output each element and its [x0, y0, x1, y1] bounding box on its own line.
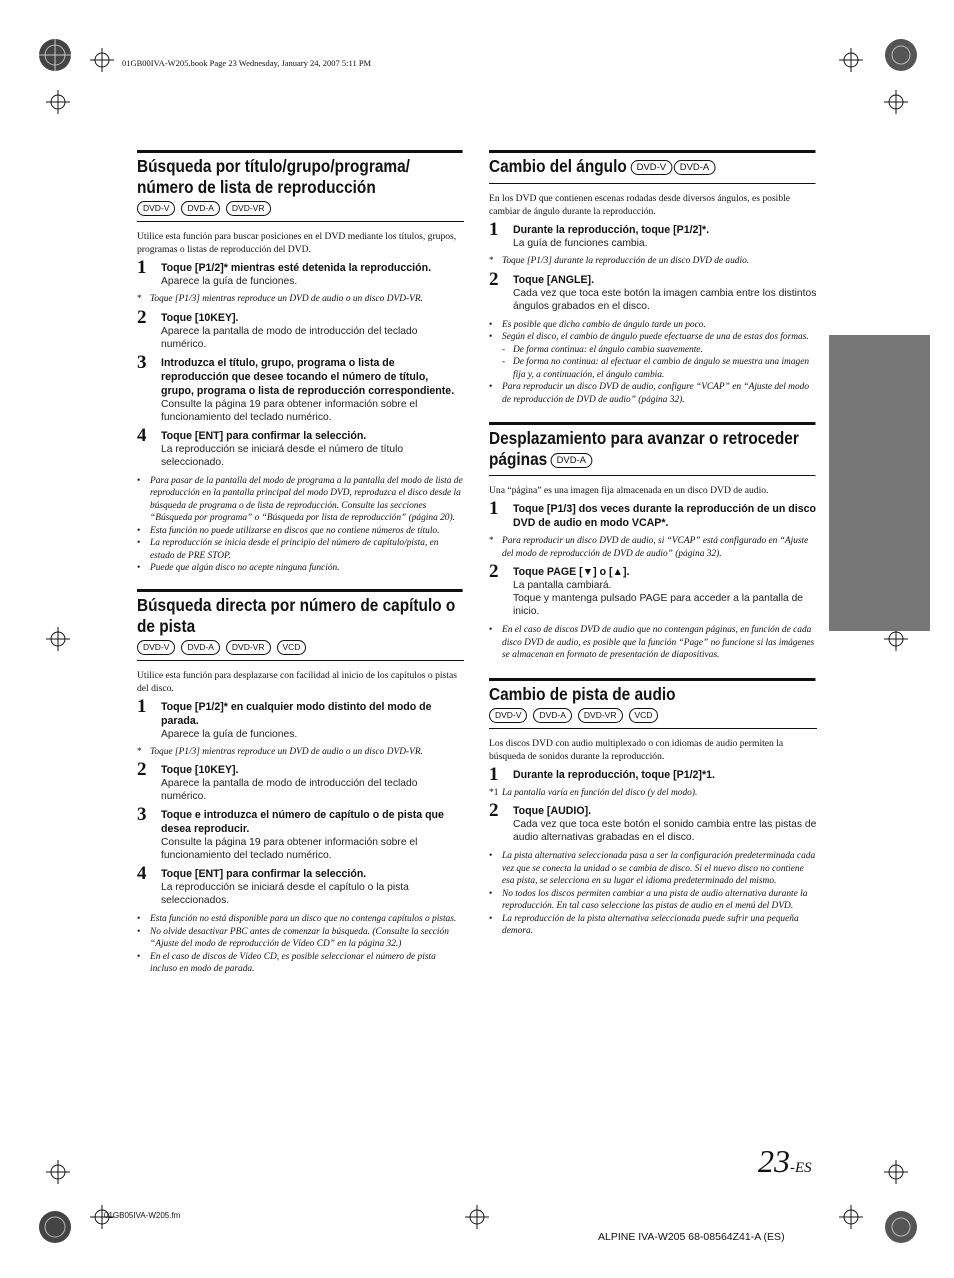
footnote — [489, 787, 817, 800]
section-angle — [489, 150, 817, 406]
right-column — [489, 150, 817, 950]
step-number: 1 — [489, 763, 499, 785]
step-number: 2 — [489, 800, 499, 821]
step-text: Toque PAGE [▼] o [▲]. — [513, 566, 630, 578]
step-desc: La guía de funciones cambia. — [513, 238, 648, 249]
step-number: 2 — [137, 306, 147, 328]
section-heading — [489, 150, 815, 184]
note-item: • En el caso de discos DVD de audio que no contengan páginas, en función de cada disco DVD de audio, es posible que la función “Page” no funcione si las imágenes se almacenan en formato de presentación de diapositivas. — [489, 624, 817, 662]
note-item: • Para reproducir un disco DVD de audio, configure “VCAP” en “Ajuste del modo de reproducción de DVD de audio” (página 32). — [489, 381, 817, 406]
step-desc: La pantalla cambiará. — [513, 580, 612, 591]
disc-badge: DVD-A — [181, 201, 219, 216]
disc-badge: VCD — [277, 640, 307, 655]
crosshair-icon — [839, 48, 863, 77]
step-desc: La reproducción se iniciará desde el capítulo o la pista seleccionados. — [161, 882, 409, 906]
disc-badge: DVD-V — [630, 160, 671, 175]
step-number: 3 — [137, 804, 147, 825]
note-item: • La pista alternativa seleccionada pasa a ser la configuración predeterminada cada vez que se conecta la unidad o se cambia de disco. Si el nuevo disco no contiene esa pista, se selecciona en su lugar el idioma predeterminado del mismo. — [489, 850, 817, 888]
section-heading: Búsqueda por título/grupo/programa/ número de lista de reproducción — [137, 150, 462, 198]
disc-badge: DVD-V — [489, 708, 527, 723]
intro-text: Los discos DVD con audio multiplexado o con idiomas de audio permiten la búsqueda de sonidos durante la reproducción. — [489, 737, 784, 762]
footnote-text: Para reproducir un disco DVD de audio, si “VCAP” está configurado en “Ajuste del modo de reproducción de DVD de audio” (página 32). — [502, 536, 809, 559]
step-number: 4 — [137, 863, 147, 884]
disc-badge: DVD-VR — [226, 201, 271, 216]
step — [137, 306, 464, 351]
note-item: • En el caso de discos de Vídeo CD, es posible seleccionar el número de pista incluso en modo de parada. — [137, 951, 464, 976]
footnote-mark: * — [489, 536, 494, 546]
section-heading-text: Cambio del ángulo — [489, 156, 627, 176]
footnote-text: La pantalla varía en función del disco (y del modo). — [502, 787, 698, 798]
disc-badges — [137, 640, 464, 661]
footer-file: 01GB05IVA-W205.fm — [104, 1211, 181, 1220]
crosshair-icon — [839, 1205, 863, 1234]
step-desc: Aparece la pantalla de modo de introducción del teclado numérico. — [161, 325, 418, 350]
disc-badge: DVD-A — [551, 453, 592, 468]
footnote-mark: *1 — [489, 787, 499, 798]
crosshair-icon — [46, 1160, 70, 1189]
footer-model: ALPINE IVA-W205 68-08564Z41-A (ES) — [598, 1231, 785, 1243]
page-number-value: 23 — [758, 1143, 790, 1179]
disc-badge: VCD — [629, 708, 659, 723]
disc-badges — [489, 708, 817, 729]
step-number: 3 — [137, 351, 147, 373]
step-text: Introduzca el título, grupo, programa o lista de reproducción que desee tocando el número de título, grupo, programa o lista de reproducción correspondiente. — [161, 356, 455, 397]
step — [137, 351, 464, 424]
sub-notes-list — [489, 344, 817, 382]
section-heading: Búsqueda directa por número de capítulo o de pista — [137, 589, 462, 637]
footnote-mark: * — [137, 746, 142, 757]
step-number: 4 — [137, 424, 147, 446]
step — [489, 219, 817, 250]
section-audio-track — [489, 678, 817, 938]
disc-badge: DVD-VR — [578, 708, 623, 723]
page-number — [758, 1143, 812, 1180]
crosshair-icon — [46, 90, 70, 119]
step-text: Toque [P1/3] dos veces durante la reproducción de un disco DVD de audio en modo VCAP*. — [513, 503, 816, 529]
notes-list — [137, 913, 464, 976]
disc-badge: DVD-A — [181, 640, 219, 655]
step-text: Toque [AUDIO]. — [513, 805, 592, 817]
notes-list — [489, 381, 817, 406]
footnote — [137, 746, 464, 759]
disc-badge: DVD-VR — [226, 640, 271, 655]
crosshair-icon — [884, 627, 908, 656]
note-item: • Para pasar de la pantalla del modo de programa a la pantalla del modo de lista de reproducción en la pantalla principal del modo DVD, reproduzca el disco desde la búsqueda de programa o de lista de reproducción. Consulte las secciones “Búsqueda por programa” o “Búsqueda por lista de reproducción” (página 20). — [137, 475, 464, 525]
footnote-text: Toque [P1/3] mientras reproduce un DVD de audio o un disco DVD-VR. — [150, 294, 423, 304]
step-desc: Cada vez que toca este botón la imagen cambia entre los distintos ángulos grabados en el disco. — [513, 287, 817, 312]
step-text: Toque [10KEY]. — [161, 311, 239, 324]
footnote-mark: * — [137, 294, 142, 304]
disc-badge: DVD-A — [533, 708, 571, 723]
crosshair-icon — [884, 90, 908, 119]
crosshair-icon — [46, 627, 70, 656]
disc-badge: DVD-A — [674, 160, 715, 175]
page-number-suffix: -ES — [790, 1160, 812, 1176]
step-desc: Aparece la guía de funciones. — [161, 276, 298, 287]
header-meta: 01GB00IVA-W205.book Page 23 Wednesday, January 24, 2007 5:11 PM — [122, 58, 372, 68]
footnote — [489, 535, 817, 560]
step — [489, 800, 817, 844]
step-desc: Toque y mantenga pulsado PAGE para acceder a la pantalla de inicio. — [513, 593, 804, 617]
section-heading-text: Desplazamiento para avanzar o retroceder páginas — [489, 428, 799, 469]
section-heading — [489, 422, 815, 476]
step-number: 2 — [489, 561, 499, 582]
step — [137, 804, 464, 862]
registration-target-icon — [884, 38, 918, 77]
footnote-text: Toque [P1/3] mientras reproduce un DVD de audio o un disco DVD-VR. — [150, 746, 423, 757]
notes-list — [489, 319, 817, 344]
step-text: Toque [P1/2]* mientras esté detenida la reproducción. — [161, 262, 432, 274]
intro-text: Una “página” es una imagen fija almacenada en un disco DVD de audio. — [489, 485, 769, 496]
step-number: 2 — [489, 268, 499, 290]
sub-note-item: - De forma continua: el ángulo cambia suavemente. — [489, 344, 817, 357]
crosshair-icon — [884, 1160, 908, 1189]
note-item: • La reproducción de la pista alternativa seleccionada puede sufrir una pequeña demora. — [489, 913, 817, 938]
step-number: 2 — [137, 759, 147, 780]
section-title-search — [137, 150, 464, 575]
step-number: 1 — [489, 498, 499, 519]
step — [489, 268, 817, 313]
step-number: 1 — [137, 257, 147, 278]
step — [137, 695, 464, 741]
step-text: Toque [ENT] para confirmar la selección. — [161, 868, 367, 880]
step-number: 1 — [489, 219, 499, 240]
notes-list — [489, 624, 817, 662]
notes-list — [137, 475, 464, 575]
footnote — [137, 293, 464, 306]
footnote-mark: * — [489, 256, 494, 266]
crosshair-icon — [90, 48, 114, 77]
disc-badge: DVD-V — [137, 640, 175, 655]
step — [137, 863, 464, 907]
step — [137, 257, 464, 288]
intro-text: En los DVD que contienen escenas rodadas desde diversos ángulos, es posible cambiar de ángulo durante la reproducción. — [489, 193, 791, 217]
registration-target-icon — [884, 1210, 918, 1249]
intro-text: Utilice esta función para buscar posiciones en el DVD mediante los títulos, grupos, programas o listas de reproducción del DVD. — [137, 231, 457, 255]
step-desc: La reproducción se iniciará desde el número de título seleccionado. — [161, 443, 404, 468]
sub-note-item: - De forma no continua: al efectuar el cambio de ángulo se muestra una imagen fija y, a continuación, el ángulo cambia. — [489, 356, 817, 381]
note-item: • Según el disco, el cambio de ángulo puede efectuarse de una de estas dos formas. — [489, 331, 817, 344]
note-item: • Es posible que dicho cambio de ángulo tarde un poco. — [489, 319, 817, 332]
note-item: • No todos los discos permiten cambiar a una pista de audio alternativa durante la reproducción. En tal caso seleccione las pistas de audio en el menú del DVD. — [489, 888, 817, 913]
step-text: Durante la reproducción, toque [P1/2]*. — [513, 224, 710, 236]
section-heading: Cambio de pista de audio — [489, 678, 815, 705]
step-text: Toque [ENT] para confirmar la selección. — [161, 429, 367, 442]
note-item: • Esta función no está disponible para un disco que no contenga capítulos o pistas. — [137, 913, 464, 926]
step — [489, 498, 817, 530]
notes-list — [489, 850, 817, 938]
registration-target-icon — [38, 1210, 72, 1249]
step-text: Toque [P1/2]* en cualquier modo distinto del modo de parada. — [161, 700, 432, 727]
step — [137, 424, 464, 469]
note-item: • Esta función no puede utilizarse en discos que no contiene números de título. — [137, 525, 464, 538]
section-page-scroll — [489, 422, 817, 662]
step-number: 1 — [137, 695, 147, 717]
step — [489, 561, 817, 618]
disc-badge: DVD-V — [137, 201, 175, 216]
step-desc: Aparece la guía de funciones. — [161, 728, 298, 740]
step-text: Toque [10KEY]. — [161, 764, 239, 776]
footnote — [489, 255, 817, 268]
step — [137, 759, 464, 803]
section-direct-search — [137, 589, 464, 976]
step — [489, 763, 817, 785]
note-item: • Puede que algún disco no acepte ninguna función. — [137, 562, 464, 575]
step-text: Toque e introduzca el número de capítulo o de pista que desea reproducir. — [161, 809, 444, 835]
step-text: Durante la reproducción, toque [P1/2]*1. — [513, 768, 715, 781]
step-desc: Aparece la pantalla de modo de introducción del teclado numérico. — [161, 778, 418, 802]
step-desc: Consulte la página 19 para obtener información sobre el funcionamiento del teclado numérico. — [161, 398, 418, 423]
left-column — [137, 150, 464, 988]
step-desc: Consulte la página 19 para obtener información sobre el funcionamiento del teclado numérico. — [161, 837, 418, 861]
registration-target-icon — [38, 38, 72, 77]
footnote-text: Toque [P1/3] durante la reproducción de un disco DVD de audio. — [502, 256, 750, 266]
section-tab — [829, 335, 930, 631]
disc-badges — [137, 201, 464, 222]
note-item: • No olvide desactivar PBC antes de comenzar la búsqueda. (Consulte la sección “Ajuste del modo de reproducción de Vídeo CD” en la página 32.) — [137, 926, 464, 951]
step-desc: Cada vez que toca este botón el sonido cambia entre las pistas de audio alternativas grabadas en el disco. — [513, 819, 817, 843]
intro-text: Utilice esta función para desplazarse con facilidad al inicio de los capítulos o pistas del disco. — [137, 669, 457, 694]
crosshair-icon — [465, 1205, 489, 1234]
step-text: Toque [ANGLE]. — [513, 273, 595, 286]
note-item: • La reproducción se inicia desde el principio del número de capítulo/pista, en estado de PRE STOP. — [137, 537, 464, 562]
